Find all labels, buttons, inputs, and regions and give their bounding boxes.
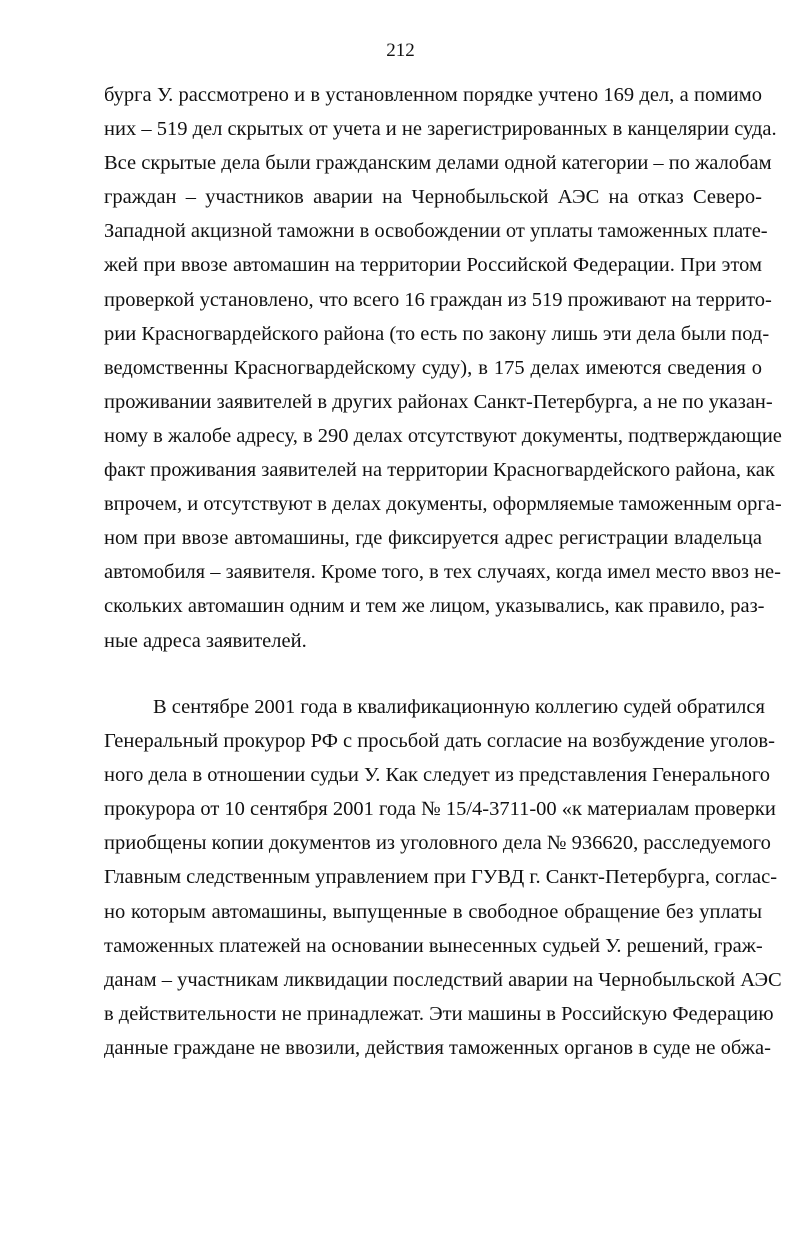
- text-line: скольких автомашин одним и тем же лицом, указывались, как правило, раз-: [104, 595, 765, 618]
- text-line: данные граждане не ввозили, действия таможенных органов в суде не обжа-: [104, 1036, 771, 1059]
- text-line: проверкой установлено, что всего 16 граждан из 519 проживают на террито-: [104, 288, 772, 311]
- text-line: таможенных платежей на основании вынесенных судьей У. решений, граж-: [104, 934, 763, 957]
- text-line: Западной акцизной таможни в освобождении от уплаты таможенных плате-: [104, 220, 768, 243]
- text-line: факт проживания заявителей на территории Красногвардейского района, как: [104, 459, 775, 482]
- text-line: данам – участникам ликвидации последствий аварии на Чернобыльской АЭС: [104, 968, 782, 991]
- text-line: Генеральный прокурор РФ с просьбой дать согласие на возбуждение уголов-: [104, 730, 775, 753]
- text-line: проживании заявителей в других районах Санкт-Петербурга, а не по указан-: [104, 390, 773, 413]
- text-line: Главным следственным управлением при ГУВД г. Санкт-Петербурга, соглас-: [104, 866, 778, 889]
- paragraph-2: [104, 690, 782, 1065]
- text-line: рии Красногвардейского района (то есть по закону лишь эти дела были под-: [104, 322, 770, 345]
- text-line: ведомственны Красногвардейскому суду), в 175 делах имеются сведения о: [104, 356, 762, 379]
- text-line: ные адреса заявителей.: [104, 629, 307, 652]
- text-line: прокурора от 10 сентября 2001 года № 15/4-3711-00 «к материалам проверки: [104, 798, 776, 821]
- text-line: бурга У. рассмотрено и в установленном порядке учтено 169 дел, а помимо: [104, 84, 762, 106]
- text-line: но которым автомашины, выпущенные в свободное обращение без уплаты: [104, 900, 762, 923]
- text-line: граждан – участников аварии на Чернобыльской АЭС на отказ Северо-: [104, 186, 762, 209]
- page-number: 212: [386, 40, 415, 61]
- text-line: ного дела в отношении судьи У. Как следует из представления Генерального: [104, 764, 771, 787]
- text-line: впрочем, и отсутствуют в делах документы, оформляемые таможенным орга-: [104, 493, 782, 516]
- text-line: Все скрытые дела были гражданским делами одной категории – по жалобам: [104, 152, 772, 175]
- text-line: приобщены копии документов из уголовного дела № 936620, расследуемого: [104, 832, 771, 855]
- text-line: ному в жалобе адресу, в 290 делах отсутствуют документы, подтверждающие: [104, 424, 782, 447]
- text-line: ном при ввозе автомашины, где фиксируется адрес регистрации владельца: [104, 527, 762, 550]
- paragraph-1: [104, 78, 782, 658]
- text-line: В сентябре 2001 года в квалификационную коллегию судей обратился: [153, 696, 765, 718]
- text-line: них – 519 дел скрытых от учета и не зарегистрированных в канцелярии суда.: [104, 118, 777, 141]
- text-line: в действительности не принадлежат. Эти машины в Российскую Федерацию: [104, 1002, 774, 1025]
- text-line: жей при ввозе автомашин на территории Российской Федерации. При этом: [104, 254, 762, 277]
- text-line: автомобиля – заявителя. Кроме того, в тех случаях, когда имел место ввоз не-: [104, 561, 781, 584]
